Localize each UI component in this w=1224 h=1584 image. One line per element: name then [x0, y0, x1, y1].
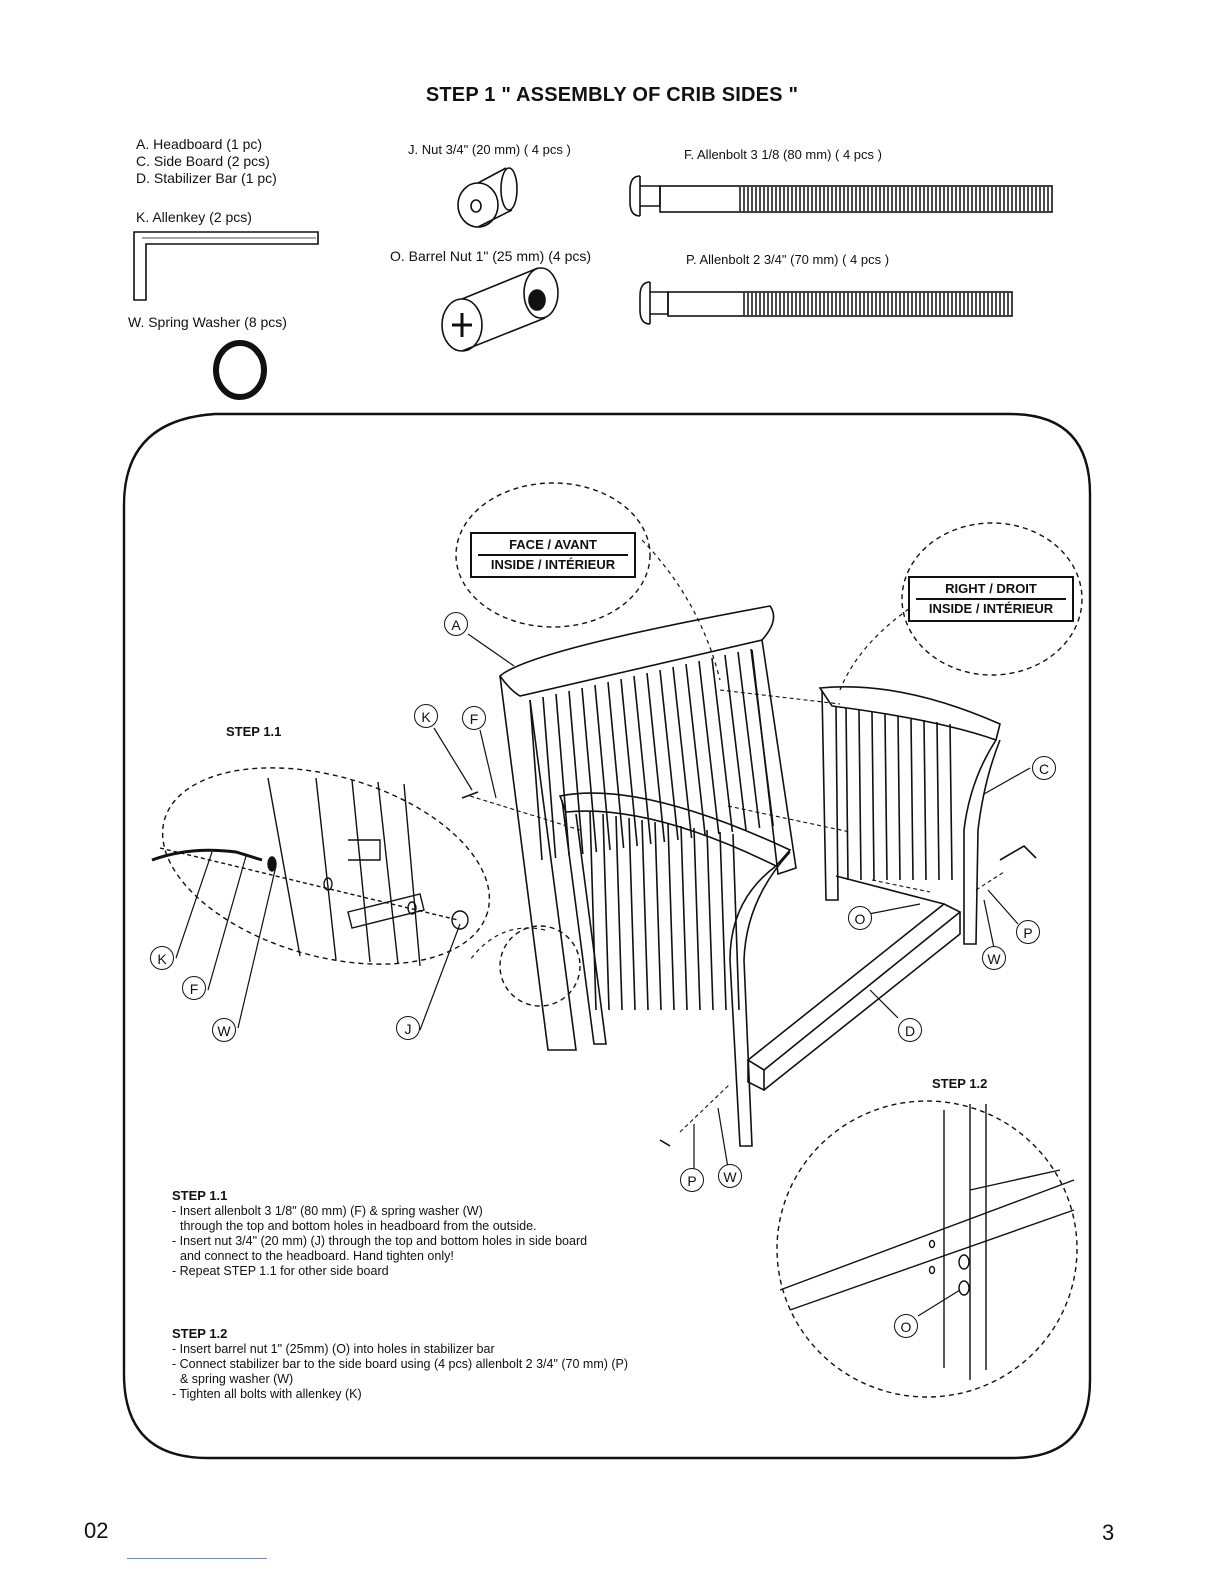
footer-divider: [127, 1558, 267, 1559]
step11-heading: STEP 1.1: [172, 1188, 228, 1203]
step12-line: - Insert barrel nut 1" (25mm) (O) into holes in stabilizer bar: [172, 1342, 495, 1356]
barrel-nut-icon: [442, 268, 558, 351]
callout-d: D: [898, 1018, 922, 1042]
front-slat: [629, 818, 635, 1010]
front-slat: [720, 832, 726, 1010]
spring-washer-icon: [216, 343, 264, 397]
side-slat: [898, 716, 900, 880]
step12-detail-circle: [777, 1101, 1077, 1397]
allenkey-icon: [134, 232, 318, 300]
step12-line: & spring washer (W): [180, 1372, 294, 1386]
front-slat: [733, 834, 739, 1010]
callout-j-detail: J: [396, 1016, 420, 1040]
callout-p-right: P: [1016, 920, 1040, 944]
headboard-drawing: [500, 606, 796, 1050]
headboard-slat: [751, 649, 773, 826]
front-slat: [603, 814, 609, 1010]
callout-o-main: O: [848, 906, 872, 930]
part-j-label: J. Nut 3/4" (20 mm) ( 4 pcs ): [408, 142, 571, 157]
callout-k-detail: K: [150, 946, 174, 970]
callout-k-main: K: [414, 704, 438, 728]
face-tag-line2: INSIDE / INTÉRIEUR: [490, 557, 616, 572]
page-number-right: 3: [1102, 1520, 1115, 1545]
right-tag-line1: RIGHT / DROIT: [916, 580, 1066, 600]
step11-line: - Insert nut 3/4" (20 mm) (J) through the top and bottom holes in side board: [172, 1234, 588, 1248]
step11-instructions: [172, 1188, 587, 1279]
step11-line: through the top and bottom holes in headboard from the outside.: [180, 1219, 537, 1233]
front-slat: [616, 816, 622, 1010]
side-slat: [911, 718, 913, 880]
part-p-label: P. Allenbolt 2 3/4" (70 mm) ( 4 pcs ): [686, 252, 890, 267]
step12-detail-drawing: [780, 1104, 1074, 1380]
callout-f-detail: F: [182, 976, 206, 1000]
step12-line: - Connect stabilizer bar to the side board using (4 pcs) allenbolt 2 3/4" (70 mm) (P): [172, 1357, 629, 1371]
step12-instructions: [172, 1326, 628, 1402]
step11-line: - Insert allenbolt 3 1/8" (80 mm) (F) & spring washer (W): [172, 1204, 483, 1218]
part-o-label: O. Barrel Nut 1" (25 mm) (4 pcs): [390, 248, 592, 264]
step11-detail-drawing: [152, 778, 468, 966]
step12-line: - Tighten all bolts with allenkey (K): [172, 1387, 362, 1401]
headboard-slat: [569, 691, 583, 854]
callout-w-detail: W: [212, 1018, 236, 1042]
step12-diagram-label: STEP 1.2: [932, 1076, 988, 1091]
callout-w-right: W: [982, 946, 1006, 970]
step11-line: - Repeat STEP 1.1 for other side board: [172, 1264, 389, 1278]
step12-heading: STEP 1.2: [172, 1326, 228, 1341]
headboard-slat: [595, 685, 610, 850]
headboard-slat: [647, 673, 664, 842]
side-slat: [859, 710, 861, 880]
side-slat: [950, 724, 952, 880]
callout-c: C: [1032, 756, 1056, 780]
nut-icon: [458, 168, 517, 227]
front-slat: [694, 828, 700, 1010]
face-inside-tag: [470, 532, 636, 578]
right-inside-tag: [908, 576, 1074, 622]
part-a-label: A. Headboard (1 pc): [136, 136, 263, 152]
callout-a: A: [444, 612, 468, 636]
part-k-label: K. Allenkey (2 pcs): [136, 209, 252, 225]
callout-p-left: P: [680, 1168, 704, 1192]
right-tag-line2: INSIDE / INTÉRIEUR: [928, 601, 1054, 616]
callout-w-left: W: [718, 1164, 742, 1188]
side-slat: [846, 708, 848, 880]
headboard-slat: [556, 694, 569, 856]
headboard-slat: [582, 688, 596, 852]
front-slat: [681, 826, 687, 1010]
step11-diagram-label: STEP 1.1: [226, 724, 282, 739]
side-slat: [937, 722, 939, 880]
step11-line: and connect to the headboard. Hand tighten only!: [180, 1249, 454, 1263]
front-slat: [668, 824, 674, 1010]
page-title: STEP 1 " ASSEMBLY OF CRIB SIDES ": [425, 84, 799, 106]
face-tag-line1: FACE / AVANT: [478, 536, 628, 556]
front-slat: [642, 820, 648, 1010]
callout-f-main: F: [462, 706, 486, 730]
callout-o-detail: O: [894, 1314, 918, 1338]
front-slat: [655, 822, 661, 1010]
headboard-slat: [543, 697, 556, 858]
part-d-label: D. Stabilizer Bar (1 pc): [136, 170, 277, 186]
side-slat: [924, 720, 926, 880]
part-w-label: W. Spring Washer (8 pcs): [128, 314, 287, 330]
page-number-left: 02: [84, 1518, 109, 1543]
part-c-label: C. Side Board (2 pcs): [136, 153, 270, 169]
part-f-label: F. Allenbolt 3 1/8 (80 mm) ( 4 pcs ): [684, 147, 882, 162]
left-sideboard-drawing: [560, 793, 790, 1146]
front-slat: [707, 830, 713, 1010]
side-slat: [885, 714, 887, 880]
side-slat: [872, 712, 874, 880]
headboard-slat: [738, 652, 760, 828]
headboard-slat: [725, 655, 746, 830]
